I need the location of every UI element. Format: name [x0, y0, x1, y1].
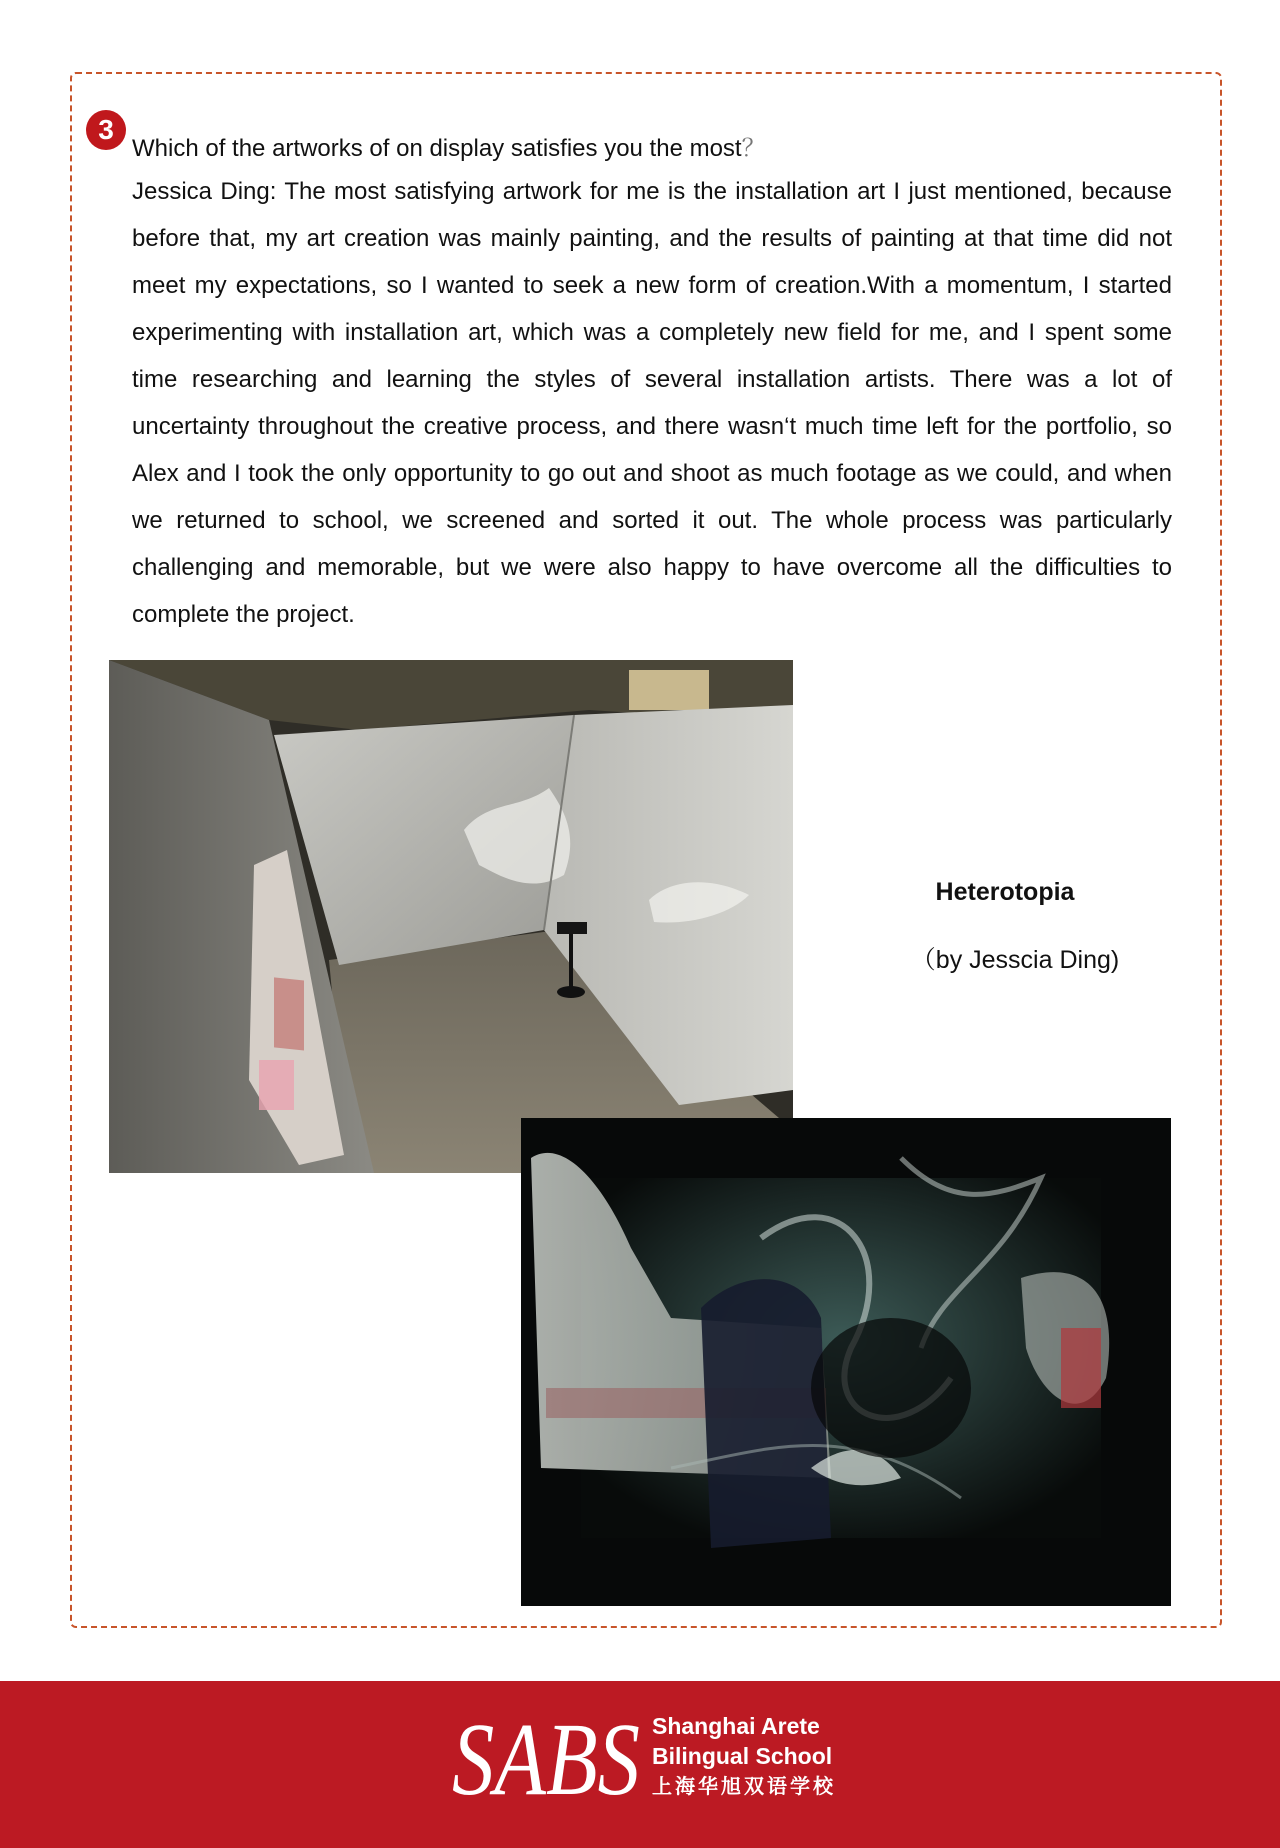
school-name-en-line1: Shanghai Arete — [652, 1713, 820, 1739]
projection-closeup-photo — [521, 1118, 1171, 1606]
school-name-block — [652, 1711, 836, 1803]
artwork-credit: （by Jesscia Ding) — [910, 946, 1120, 974]
school-name-en-line2: Bilingual School — [652, 1743, 833, 1769]
installation-room-image — [109, 660, 793, 1173]
artwork-title: Heterotopia — [935, 878, 1075, 906]
projection-closeup-image — [521, 1118, 1171, 1606]
question-number-badge: 3 — [86, 110, 126, 150]
question-heading — [132, 128, 766, 163]
school-logo — [452, 1702, 642, 1817]
school-name-cn: 上海华旭双语学校 — [652, 1776, 836, 1798]
answer-paragraph: Jessica Ding: The most satisfying artwork for me is the installation art I just mentioned, because before that, my art creation was mainly painting, and the results of painting at that time did not meet my expectations, so I wanted to seek a new form of creation.With a momentum, I started experimenting with installation art, which was a completely new field for me, and I spent some time researching and learning the styles of several installation artists. There was a lot of uncertainty throughout the creative process, and there wasn‘t much time left for the portfolio, so Alex and I took the only opportunity to go out and shoot as much footage as we could, and when we returned to school, we screened and sorted it out. The whole process was particularly challenging and memorable, but we were also happy to have overcome all the difficulties to complete the project. — [132, 178, 1172, 628]
question-mark: ？ — [741, 135, 766, 162]
installation-room-photo — [109, 660, 793, 1173]
question-text: Which of the artworks of on display satisfies you the most — [132, 135, 742, 162]
school-logo-letters: SABS — [452, 1702, 640, 1817]
